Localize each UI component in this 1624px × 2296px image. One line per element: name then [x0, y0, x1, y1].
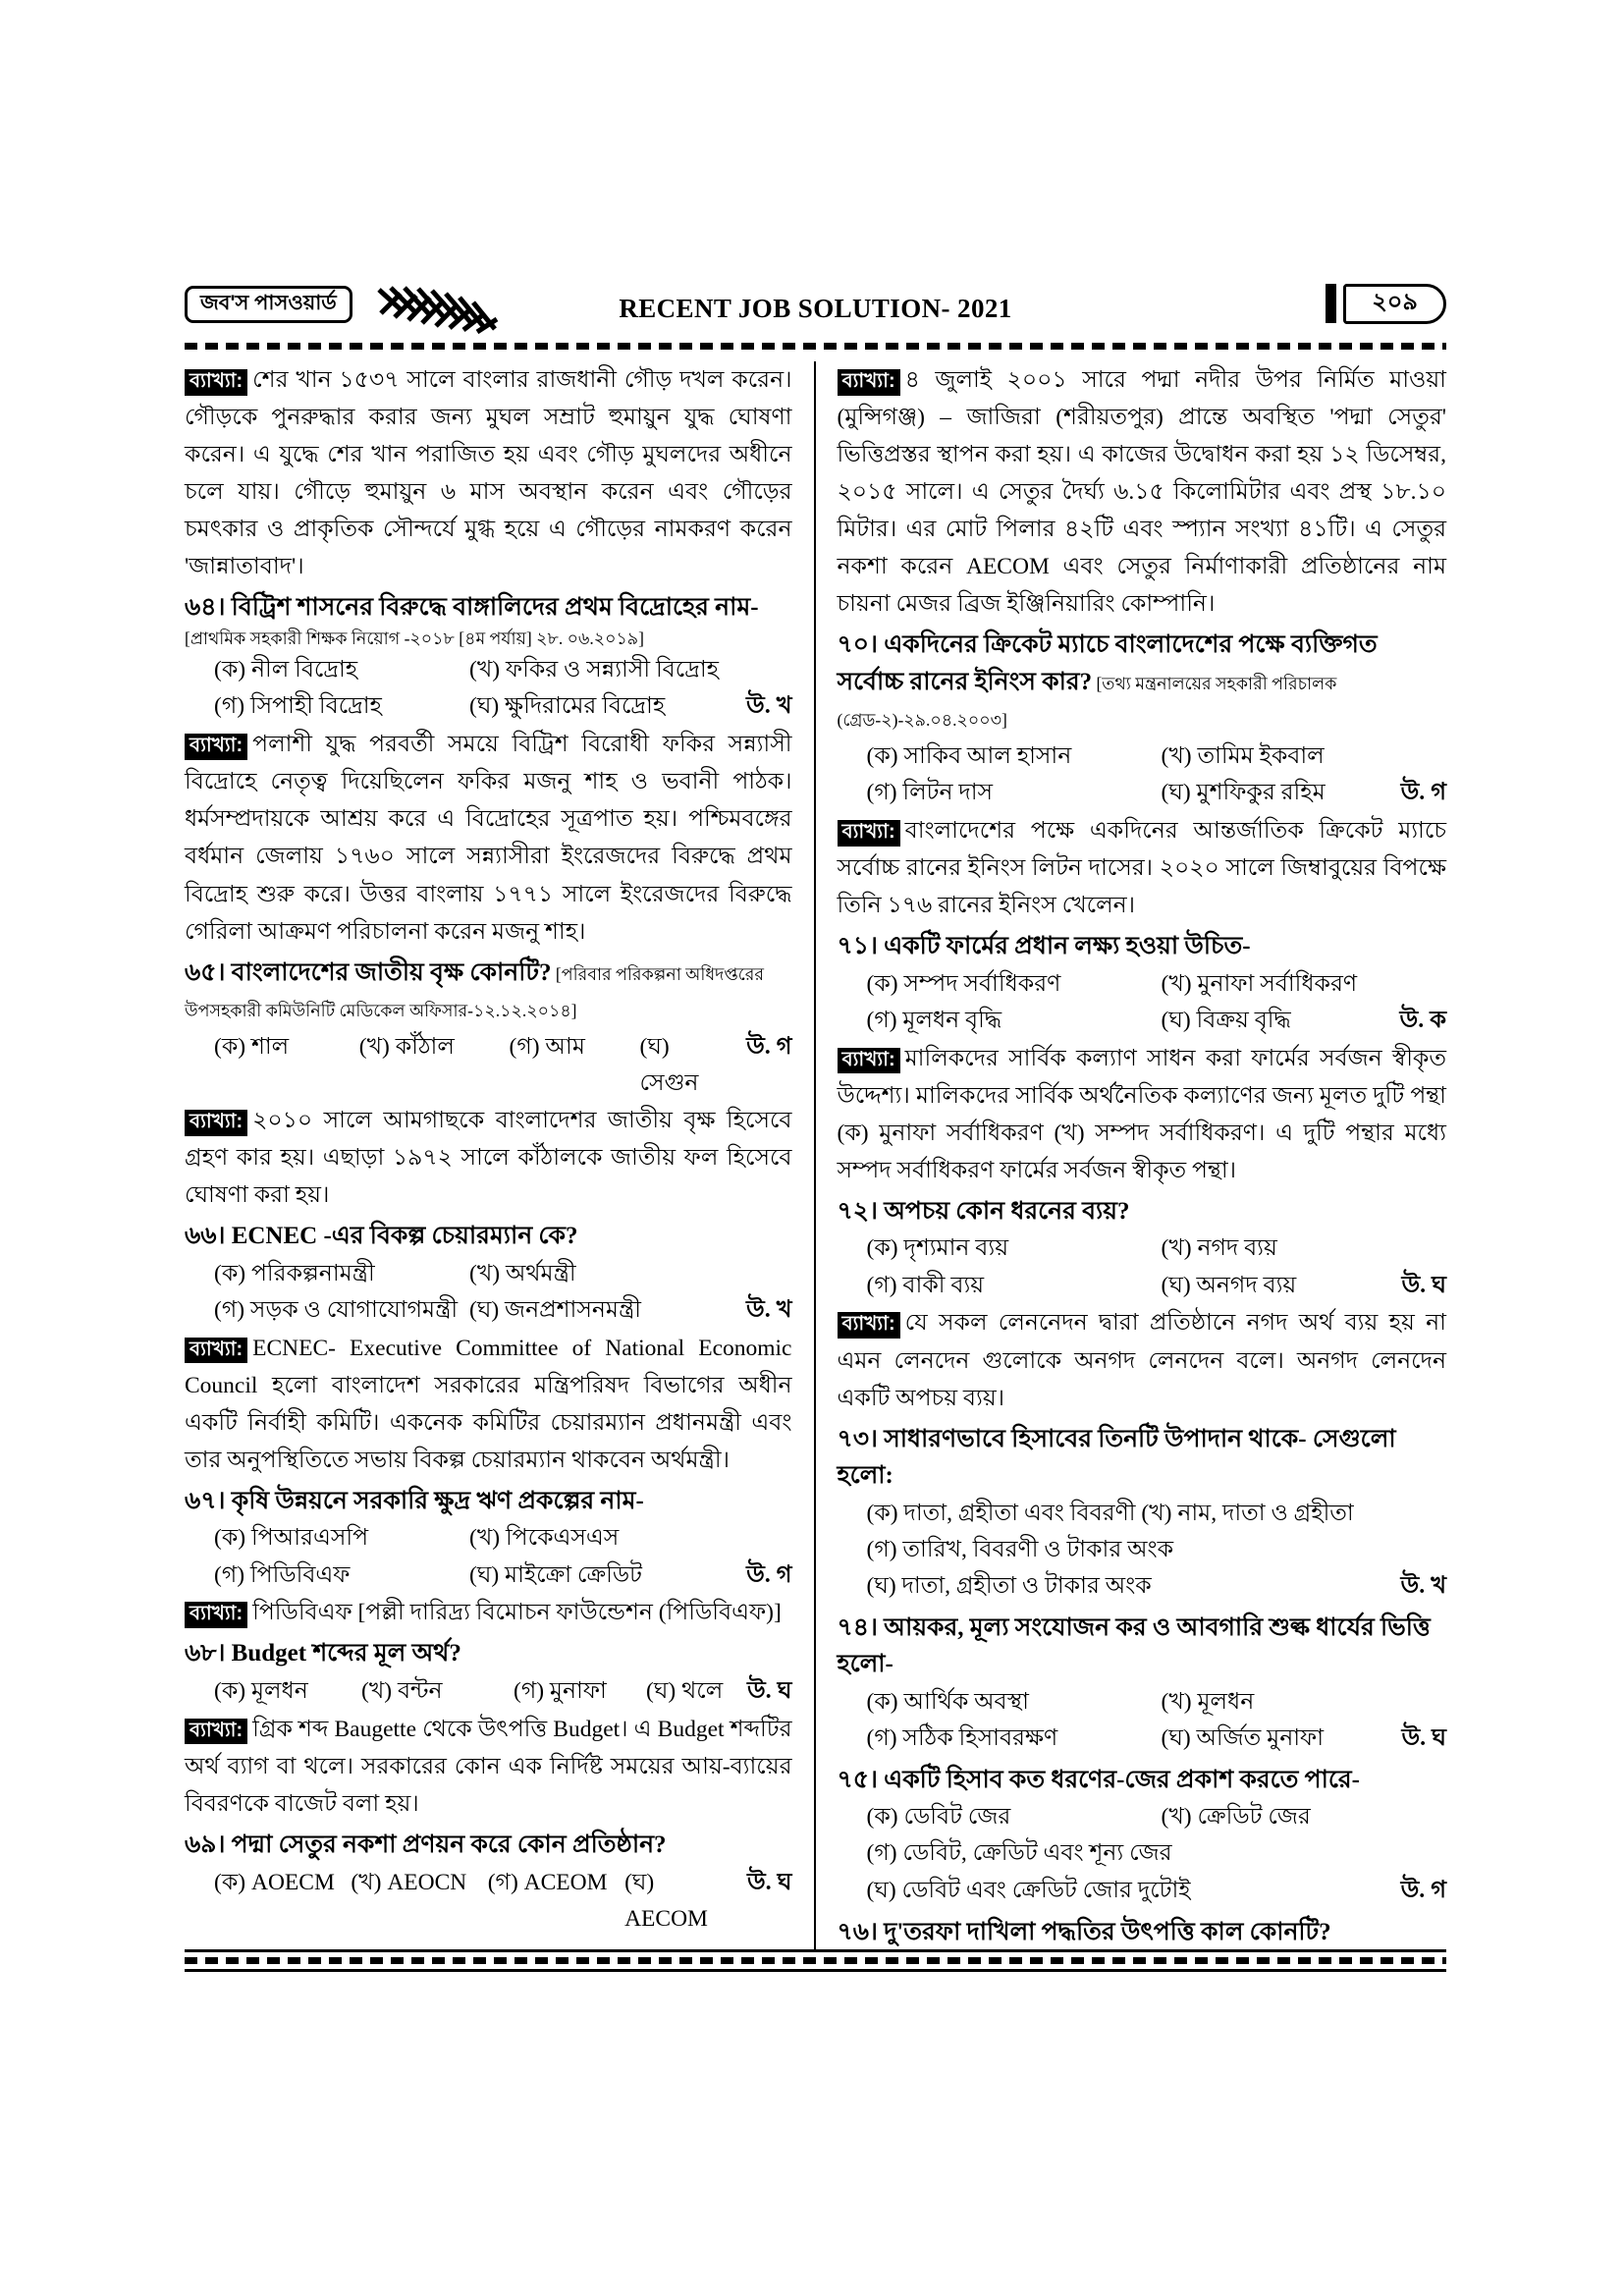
option-list	[185, 1029, 792, 1102]
question-number: ৭৫।	[837, 1766, 885, 1793]
option-a[interactable]: (গ) বাকী ব্যয়	[866, 1272, 985, 1298]
left-column	[185, 361, 816, 1950]
option-row	[838, 1799, 1447, 1835]
option-row	[838, 1568, 1447, 1606]
option-row	[185, 1029, 792, 1102]
explanation-text: মালিকদের সার্বিক কল্যাণ সাধন করা ফার্মের সর্বজন স্বীকৃত উদ্দেশ্য। মালিকদের সার্বিক অর্থনৈতিক কল্যাণের জন্য মূলত দুটি পন্থা (ক) মুনাফা সর্বাধিকরণ (খ) সম্পদ সর্বাধিকরণ। এ দুটি পন্থার মধ্যে সম্পদ সর্বাধিকরণ ফার্মের সর্বজন স্বীকৃত পন্থা।	[837, 1045, 1446, 1183]
question-	[838, 627, 1447, 738]
question-text: একটি ফার্মের প্রধান লক্ষ্য হওয়া উচিত-	[884, 933, 1251, 960]
question-number: ৭২।	[837, 1197, 885, 1225]
option-0[interactable]: (ক) AOECM	[214, 1869, 335, 1895]
brand-logo: জব'স পাসওয়ার্ড	[185, 286, 352, 323]
option-a[interactable]: (ক) সাকিব আল হাসান	[866, 742, 1072, 769]
option-list	[838, 1684, 1447, 1758]
option-2[interactable]: (ঘ) দাতা, গ্রহীতা ও টাকার অংক	[866, 1572, 1152, 1599]
option-b[interactable]: (ঘ) বিক্রয় বৃদ্ধি	[1161, 1007, 1291, 1033]
option-0-b[interactable]: (খ) ক্রেডিট জের	[1161, 1804, 1311, 1831]
answer-key: উ. ঘ	[1401, 1724, 1446, 1751]
option-row	[838, 1268, 1447, 1305]
question-text: সাধারণভাবে হিসাবের তিনটি উপাদান থাকে- সেগুলো হলো:	[837, 1425, 1396, 1490]
explanation-text: ECNEC- Executive Committee of National Economic Council হলো বাংলাদেশ সরকারের মন্ত্রিপরিষদ বিভাগের অধীন একটি নির্বাহী কমিটি। একনেক কমিটির চেয়ারম্যান প্রধানমন্ত্রী এবং তার অনুপস্থিতিতে সভায় বিকল্প চেয়ারম্যান থাকবেন অর্থমন্ত্রী।	[185, 1335, 792, 1473]
option-list	[838, 1799, 1447, 1909]
question-number: ৭১।	[837, 933, 885, 960]
option-3[interactable]: (ঘ) AECOM	[624, 1869, 708, 1932]
explanation-block	[185, 1711, 792, 1823]
option-b[interactable]: (খ) পিকেএসএস	[469, 1525, 620, 1552]
question-	[185, 955, 792, 1028]
explanation-text: ৪ জুলাই ২০০১ সারে পদ্মা নদীর উপর নির্মিত মাওয়া (মুন্সিগঞ্জ) – জাজিরা (শরীয়তপুর) প্রান্তে অবস্থিত 'পদ্মা সেতুর' ভিত্তিপ্রস্তর স্থাপন করা হয়। এ কাজের উদ্বোধন করা হয় ১২ ডিসেম্বর, ২০১৫ সালে। এ সেতুর দৈর্ঘ্য ৬.১৫ কিলোমিটার এবং প্রস্থ ১৮.১০ মিটার। এর মোট পিলার ৪২টি এবং স্প্যান সংখ্যা ৪১টি। এ সেতুর নকশা করেন AECOM এবং সেতুর নির্মাণাকারী প্রতিষ্ঠানের নাম চায়না মেজর ব্রিজ ইঞ্জিনিয়ারিং কোম্পানি।	[837, 367, 1446, 618]
page-number: ২০৯	[1343, 284, 1446, 324]
option-1[interactable]: (খ) কাঁঠাল	[358, 1033, 455, 1060]
question-text: অপচয় কোন ধরনের ব্যয়?	[884, 1197, 1130, 1225]
question-number: ৬৪।	[185, 594, 232, 622]
explanation-block	[185, 1594, 792, 1631]
question-number: ৬৭।	[185, 1487, 232, 1514]
header-divider	[185, 343, 1446, 350]
explanation-label: ব্যাখ্যা:	[838, 1048, 900, 1074]
option-list	[838, 1230, 1447, 1304]
option-0[interactable]: (ক) শাল	[214, 1033, 290, 1060]
option-a[interactable]: (ক) সম্পদ সর্বাধিকরণ	[866, 970, 1061, 997]
option-a[interactable]: (ক) আর্থিক অবস্থা	[866, 1688, 1029, 1715]
answer-key: উ. ঘ	[746, 1677, 792, 1704]
explanation-block	[185, 1330, 792, 1479]
page-footer-rules	[185, 1949, 1446, 1972]
question-	[185, 589, 792, 627]
explanation-text: ২০১০ সালে আমগাছকে বাংলাদেশর জাতীয় বৃক্ষ হিসেবে গ্রহণ কার হয়। এছাড়া ১৯৭২ সালে কাঁঠালকে জাতীয় ফল হিসেবে ঘোষণা করা হয়।	[185, 1107, 792, 1209]
answer-key: উ. গ	[746, 1561, 792, 1588]
option-a[interactable]: (গ) সঠিক হিসাবরক্ষণ	[866, 1724, 1058, 1751]
option-1[interactable]: (গ) ডেবিট, ক্রেডিট এবং শূন্য জের	[866, 1840, 1172, 1867]
option-1[interactable]: (খ) বন্টন	[361, 1677, 443, 1704]
question-number: ৬৫।	[185, 958, 232, 986]
option-a[interactable]: (গ) মূলধন বৃদ্ধি	[866, 1007, 1002, 1033]
option-row	[185, 1558, 792, 1595]
explanation-block	[838, 1040, 1447, 1189]
page-number-badge	[1326, 284, 1446, 324]
question-	[838, 1610, 1447, 1683]
answer-key: উ. ঘ	[746, 1869, 792, 1895]
option-list	[185, 1865, 792, 1938]
option-2[interactable]: (ঘ) ডেবিট এবং ক্রেডিট জোর দুটোই	[866, 1877, 1191, 1903]
question-text: একটি হিসাব কত ধরণের-জের প্রকাশ করতে পারে-	[884, 1766, 1361, 1793]
question-text: বিট্রিশ শাসনের বিরুদ্ধে বাঙ্গালিদের প্রথম বিদ্রোহের নাম-	[231, 594, 759, 622]
option-b[interactable]: (খ) নগদ ব্যয়	[1161, 1235, 1277, 1262]
question-number: ৭৪।	[837, 1613, 885, 1641]
option-row	[838, 1873, 1447, 1910]
explanation-block	[838, 1304, 1447, 1416]
question-	[838, 1421, 1447, 1495]
option-b[interactable]: (খ) ফকির ও সন্ন্যাসী বিদ্রোহ	[469, 657, 719, 683]
explanation-label: ব্যাখ্যা:	[838, 820, 900, 847]
explanation-text: পলাশী যুদ্ধ পরবর্তী সময়ে বিট্রিশ বিরোধী ফকির সন্ন্যাসী বিদ্রোহে নেতৃত্ব দিয়েছিলেন ফকির মজনু শাহ ও ভবানী পাঠক। ধর্মসম্প্রদায়কে আশ্রয় করে এ বিদ্রোহের সূত্রপাত হয়। পশ্চিমবঙ্গের বর্ধমান জেলায় ১৭৬০ সালে সন্ন্যাসীরা ইংরেজদের বিরুদ্ধে প্রথম বিদ্রোহ শুরু করে। উত্তর বাংলায় ১৭৭১ সালে ইংরেজদের বিরুদ্ধে গেরিলা আক্রমণ পরিচালনা করেন মজনু শাহ।	[185, 732, 792, 945]
answer-key: উ. ক	[1399, 1007, 1446, 1033]
explanation-label: ব্যাখ্যা:	[838, 369, 900, 396]
option-0[interactable]: (ক) মূলধন	[214, 1677, 308, 1704]
option-a[interactable]: (গ) লিটন দাস	[866, 780, 994, 806]
question-source: [প্রাথমিক সহকারী শিক্ষক নিয়োগ -২০১৮ [৪ম পর্যায়] ২৮. ০৬.২০১৯]	[185, 628, 644, 648]
option-list	[185, 1256, 792, 1330]
option-row	[185, 652, 792, 688]
question-	[838, 1914, 1447, 1951]
option-a[interactable]: (গ) সড়ক ও যোগাযোগমন্ত্রী	[214, 1296, 459, 1323]
option-list	[838, 966, 1447, 1040]
explanation-label: ব্যাখ্যা:	[185, 1338, 247, 1364]
option-row	[838, 1684, 1447, 1721]
option-row	[185, 1865, 792, 1938]
explanation-label: ব্যাখ্যা:	[185, 734, 247, 760]
option-2[interactable]: (গ) মুনাফা	[514, 1677, 607, 1704]
question-number: ৬৬।	[185, 1223, 232, 1250]
option-row	[185, 1673, 792, 1711]
question-text: দু'তরফা দাখিলা পদ্ধতির উৎপত্তি কাল কোনটি?	[884, 1918, 1331, 1945]
answer-key: উ. গ	[746, 1033, 792, 1060]
option-row	[185, 1292, 792, 1330]
explanation-text: বাংলাদেশের পক্ষে একদিনের আন্তর্জাতিক ক্রিকেট ম্যাচে সর্বোচ্চ রানের ইনিংস লিটন দাসের। ২০২০ সালে জিম্বাবুয়ের বিপক্ষে তিনি ১৭৬ রানের ইনিংস খেলেন।	[837, 817, 1446, 919]
answer-key: উ. খ	[1400, 1572, 1446, 1599]
option-row	[838, 1721, 1447, 1758]
footer-rule-solid-bottom	[185, 1969, 1446, 1972]
option-1[interactable]: (খ) AEOCN	[351, 1869, 467, 1895]
explanation-label: ব্যাখ্যা:	[185, 1719, 247, 1745]
option-b[interactable]: (খ) মূলধন	[1161, 1688, 1255, 1715]
question-	[838, 1193, 1447, 1230]
question-text: আয়কর, মূল্য সংযোজন কর ও আবগারি শুল্ক ধার্যের ভিত্তি হলো-	[837, 1613, 1431, 1678]
page-content	[185, 280, 1446, 1950]
option-b[interactable]: (খ) তামিম ইকবাল	[1161, 742, 1325, 769]
question-number: ৭৬।	[837, 1918, 885, 1945]
explanation-text: গ্রিক শব্দ Baugette থেকে উৎপত্তি Budget। এ Budget শব্দটির অর্থ ব্যাগ বা থলে। সরকারের কোন এক নির্দিষ্ট সময়ের আয়-ব্যায়ের বিবরণকে বাজেট বলা হয়।	[185, 1716, 792, 1817]
explanation-text: পিডিবিএফ [পল্লী দারিদ্র্য বিমোচন ফাউন্ডেশন (পিডিবিএফ)]	[252, 1600, 782, 1626]
option-a[interactable]: (ক) দৃশ্যমান ব্যয়	[866, 1235, 1009, 1262]
two-column-body	[185, 361, 1446, 1950]
explanation-label: ব্যাখ্যা:	[185, 1110, 247, 1136]
explanation-block	[838, 361, 1447, 623]
option-3[interactable]: (ঘ) সেগুন	[639, 1033, 699, 1096]
option-a[interactable]: (গ) পিডিবিএফ	[214, 1561, 351, 1588]
question-number: ৬৮।	[185, 1640, 232, 1667]
explanation-block	[838, 812, 1447, 924]
option-row	[185, 1256, 792, 1292]
question-	[838, 1762, 1447, 1799]
question-text: ECNEC -এর বিকল্প চেয়ারম্যান কে?	[231, 1223, 578, 1250]
option-b[interactable]: (ঘ) মাইক্রো ক্রেডিট	[469, 1561, 642, 1588]
option-a[interactable]: (ক) নীল বিদ্রোহ	[214, 657, 358, 683]
question-text: বাংলাদেশের জাতীয় বৃক্ষ কোনটি?	[231, 958, 552, 986]
question-number: ৬৯।	[185, 1831, 232, 1859]
footer-rule-solid-top	[185, 1949, 1446, 1952]
option-row	[838, 1230, 1447, 1267]
explanation-block	[185, 361, 792, 585]
option-1[interactable]: (গ) তারিখ, বিবরণী ও টাকার অংক	[866, 1536, 1174, 1562]
question-text: পদ্মা সেতুর নকশা প্রণয়ন করে কোন প্রতিষ্ঠান?	[231, 1831, 667, 1859]
page-tick-mark	[1326, 284, 1336, 323]
option-a[interactable]: (ক) পিআরএসপি	[214, 1525, 369, 1552]
question-source: [তথ্য মন্ত্রনালয়ের সহকারী পরিচালক (গ্রেড-২)-২৯.০৪.২০০৩]	[837, 673, 1337, 731]
option-list	[185, 1520, 792, 1594]
page-header	[185, 280, 1446, 341]
option-list	[838, 1496, 1447, 1606]
question-	[185, 1827, 792, 1864]
option-2[interactable]: (গ) আম	[509, 1033, 585, 1060]
explanation-block	[185, 1102, 792, 1214]
option-row	[838, 966, 1447, 1003]
option-b[interactable]: (ঘ) অনগদ ব্যয়	[1161, 1272, 1297, 1298]
explanation-label: ব্যাখ্যা:	[185, 1602, 247, 1628]
answer-key: উ. খ	[746, 693, 792, 720]
option-0[interactable]: (ক) দাতা, গ্রহীতা এবং বিবরণী (খ) নাম, দাতা ও গ্রহীতা	[866, 1500, 1354, 1526]
option-b[interactable]: (ঘ) জনপ্রশাসনমন্ত্রী	[469, 1296, 641, 1323]
answer-key: উ. ঘ	[1401, 1272, 1446, 1298]
option-row	[185, 688, 792, 726]
answer-key: উ. গ	[1400, 780, 1446, 806]
option-b[interactable]: (খ) অর্থমন্ত্রী	[469, 1260, 576, 1286]
option-a[interactable]: (গ) সিপাহী বিদ্রোহ	[214, 693, 382, 720]
question-number: ৭৩।	[837, 1425, 885, 1452]
option-row	[838, 1496, 1447, 1532]
option-row	[838, 738, 1447, 775]
question-text: একদিনের ক্রিকেট ম্যাচে বাংলাদেশের পক্ষে ব্যক্তিগত সর্বোচ্চ রানের ইনিংস কার?	[837, 631, 1378, 695]
question-	[838, 928, 1447, 965]
question-text: কৃষি উন্নয়নে সরকারি ক্ষুদ্র ঋণ প্রকল্পের নাম-	[231, 1487, 644, 1514]
option-row	[838, 1835, 1447, 1872]
option-2[interactable]: (গ) ACEOM	[487, 1869, 608, 1895]
question-number: ৭০।	[837, 631, 885, 659]
explanation-label: ব্যাখ্যা:	[185, 369, 247, 396]
option-b[interactable]: (ঘ) ক্ষুদিরামের বিদ্রোহ	[469, 693, 666, 720]
answer-key: উ. খ	[746, 1296, 792, 1323]
explanation-label: ব্যাখ্যা:	[838, 1312, 900, 1339]
explanation-text: শের খান ১৫৩৭ সালে বাংলার রাজধানী গৌড় দখল করেন। গৌড়কে পুনরুদ্ধার করার জন্য মুঘল সম্রাট হুমায়ুন যুদ্ধ ঘোষণা করেন। এ যুদ্ধে শের খান পরাজিত হয় এবং গৌড় মুঘলদের অধীনে চলে যায়। গৌড়ে হুমায়ুন ৬ মাস অবস্থান করেন এবং গৌড়ের চমৎকার ও প্রাকৃতিক সৌন্দর্যে মুগ্ধ হয়ে এ গৌড়ের নামকরণ করেন 'জান্নাতাবাদ'।	[185, 367, 792, 580]
explanation-block	[185, 726, 792, 950]
option-list	[838, 738, 1447, 812]
option-0[interactable]: (ক) ডেবিট জের	[866, 1804, 1011, 1831]
question-text: Budget শব্দের মূল অর্থ?	[231, 1640, 461, 1667]
option-row	[838, 775, 1447, 812]
page-title: RECENT JOB SOLUTION- 2021	[619, 294, 1012, 323]
explanation-text: যে সকল লেননেদন দ্বারা প্রতিষ্ঠানে নগদ অর্থ ব্যয় হয় না এমন লেনদেন গুলোকে অনগদ লেনদেন বলে। অনগদ লেনদেন একটি অপচয় ব্যয়।	[837, 1310, 1446, 1411]
right-column	[816, 361, 1447, 1950]
option-a[interactable]: (ক) পরিকল্পনামন্ত্রী	[214, 1260, 375, 1286]
option-list	[185, 1673, 792, 1711]
option-b[interactable]: (ঘ) অর্জিত মুনাফা	[1161, 1724, 1325, 1751]
answer-key: উ. গ	[1400, 1877, 1446, 1903]
option-3[interactable]: (ঘ) থলে	[646, 1677, 724, 1704]
option-b[interactable]: (খ) মুনাফা সর্বাধিকরণ	[1161, 970, 1358, 997]
question-	[185, 1635, 792, 1672]
question-	[185, 1218, 792, 1255]
footer-rule-dashed	[185, 1957, 1446, 1964]
option-row	[838, 1003, 1447, 1040]
option-list	[185, 652, 792, 726]
ribbon-decoration-icon	[377, 284, 544, 335]
option-row	[185, 1520, 792, 1557]
question-source: [পরিবার পরিকল্পনা অধিদপ্তরের উপসহকারী কমিউনিটি মেডিকেল অফিসার-১২.১২.২০১৪]	[185, 963, 765, 1021]
option-b[interactable]: (ঘ) মুশফিকুর রহিম	[1161, 780, 1326, 806]
question-	[185, 1483, 792, 1520]
option-row	[838, 1532, 1447, 1568]
